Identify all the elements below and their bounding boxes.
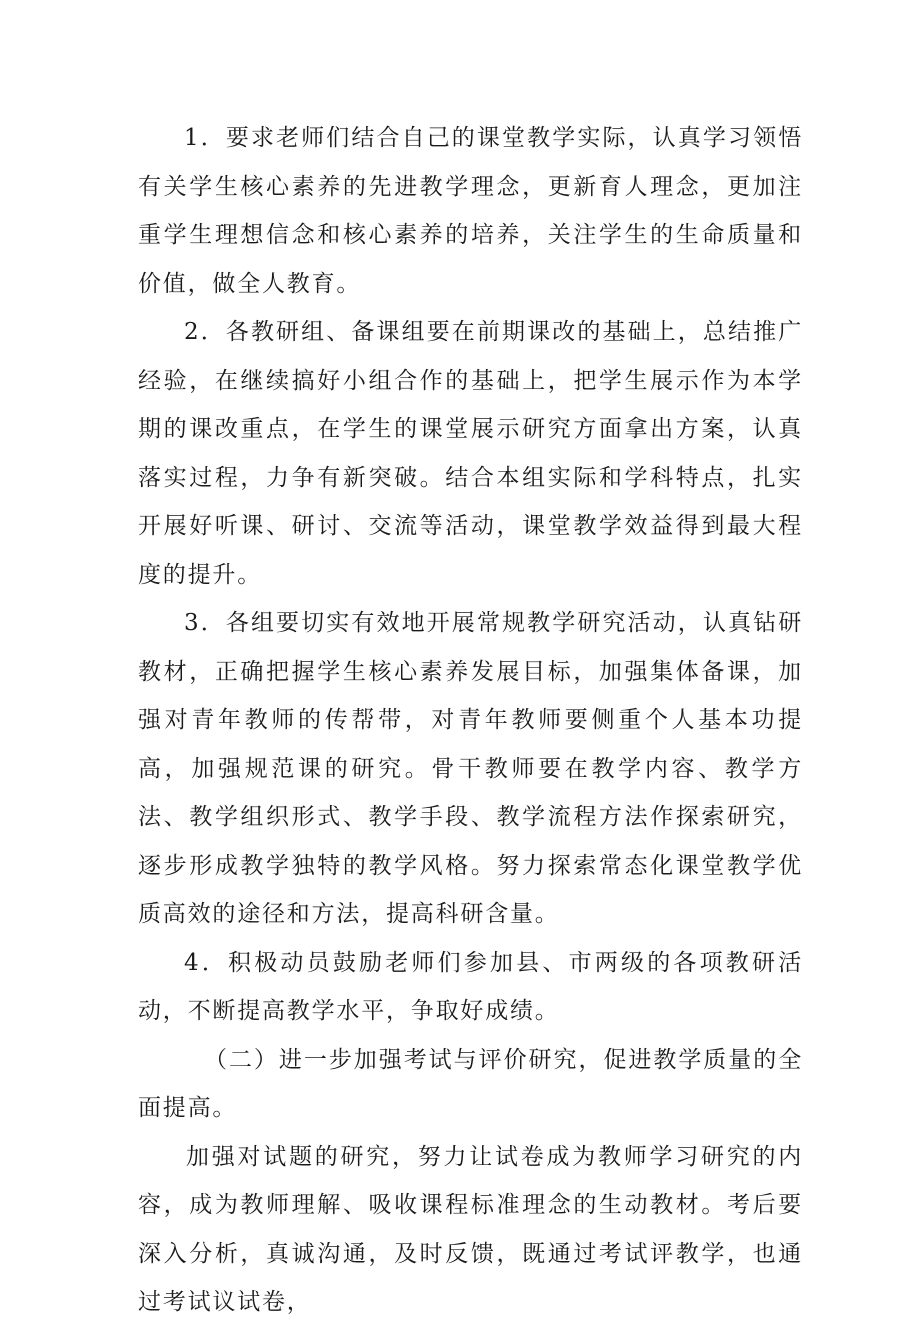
paragraph-item-3: 3．各组要切实有效地开展常规教学研究活动，认真钻研教材，正确把握学生核心素养发展目标，加强集体备课，加强对青年教师的传帮带，对青年教师要侧重个人基本功提高，加强规范课的研究。骨干教师要在教学内容、教学方法、教学组织形式、教学手段、教学流程方法作探索研究，逐步形成教学独特的教学风格。努力探索常态化课堂教学优质高效的途径和方法，提高科研含量。 <box>138 610 803 927</box>
paragraph-item-4: 4．积极动员鼓励老师们参加县、市两级的各项教研活动，不断提高教学水平，争取好成绩。 <box>138 949 803 1024</box>
paragraph-item-2: 2．各教研组、备课组要在前期课改的基础上，总结推广经验，在继续搞好小组合作的基础上，把学生展示作为本学期的课改重点，在学生的课堂展示研究方面拿出方案，认真落实过程，力争有新突破。结合本组实际和学科特点，扎实开展好听课、研讨、交流等活动，课堂教学效益得到最大程度的提升。 <box>138 319 803 588</box>
body-paragraph: 加强对试题的研究，努力让试卷成为教师学习研究的内容，成为教师理解、吸收课程标准理念的生动教材。考后要深入分析，真诚沟通，及时反馈，既通过考试评教学，也通过考试议试卷， <box>138 1143 803 1315</box>
document-body <box>138 114 803 1327</box>
section-heading-2: （二）进一步加强考试与评价研究，促进教学质量的全面提高。 <box>138 1046 803 1121</box>
paragraph-item-1: 1．要求老师们结合自己的课堂教学实际，认真学习领悟有关学生核心素养的先进教学理念，更新育人理念，更加注重学生理想信念和核心素养的培养，关注学生的生命质量和价值，做全人教育。 <box>138 125 803 297</box>
